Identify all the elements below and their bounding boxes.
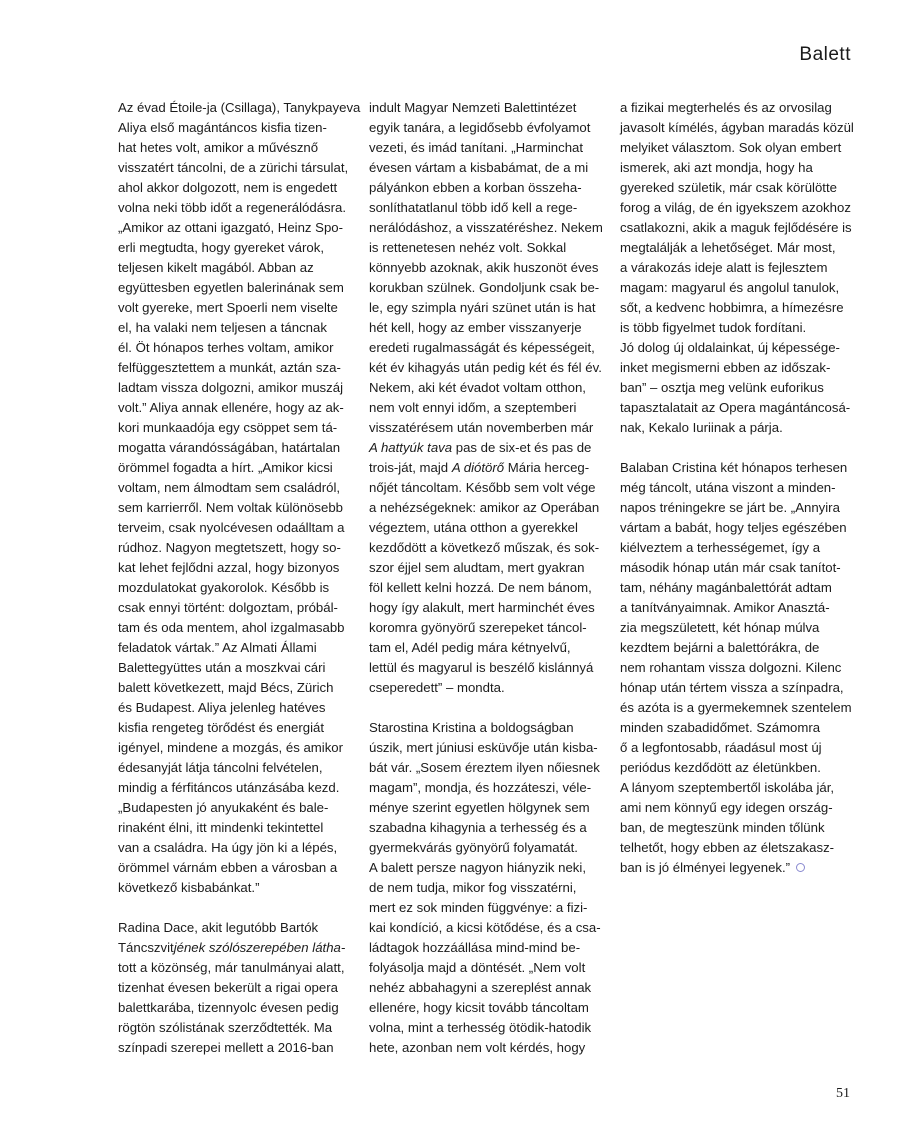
text-line — [620, 178, 856, 198]
text-line — [620, 418, 856, 438]
text-line — [620, 518, 856, 538]
text-line — [369, 338, 605, 358]
text-segment: feladatok vártak.” Az Almati Állami — [118, 640, 317, 655]
text-line — [620, 858, 856, 878]
text-line — [369, 218, 605, 238]
text-line — [369, 398, 605, 418]
text-line — [369, 358, 605, 378]
text-line — [118, 258, 354, 278]
text-segment: második hónap után már csak tanítot- — [620, 560, 841, 575]
text-segment: A balett persze nagyon hiányzik neki, — [369, 860, 586, 875]
text-line — [118, 918, 354, 938]
text-segment: Mária herceg- — [504, 460, 590, 475]
text-line — [620, 458, 856, 478]
text-line — [620, 818, 856, 838]
text-segment: ismerek, aki azt mondja, hogy ha — [620, 160, 813, 175]
text-line — [620, 538, 856, 558]
text-segment: még táncolt, utána viszont a minden- — [620, 480, 836, 495]
text-segment: forog a világ, de én igyekszem azokhoz — [620, 200, 851, 215]
text-segment: Radina Dace, akit legutóbb Bartók — [118, 920, 319, 935]
text-segment: lettül és magyarul is beszélő kislánnyá — [369, 660, 594, 675]
text-segment: Balaban Cristina két hónapos terhesen — [620, 460, 848, 475]
text-line — [369, 558, 605, 578]
text-segment: sem karrierről. Nem voltak különösebb — [118, 500, 344, 515]
text-segment: de nem tudja, mikor fog visszatérni, — [369, 880, 577, 895]
text-line — [369, 658, 605, 678]
text-column-3 — [620, 98, 856, 878]
text-line — [118, 638, 354, 658]
text-line — [118, 318, 354, 338]
text-line — [118, 458, 354, 478]
text-line — [118, 718, 354, 738]
text-line — [369, 578, 605, 598]
text-line — [620, 118, 856, 138]
text-line — [369, 418, 605, 438]
text-segment: ő a legfontosabb, ráadásul most új — [620, 740, 822, 755]
text-line — [620, 358, 856, 378]
text-segment: tam el, Adél pedig mára kétnyelvű, — [369, 640, 571, 655]
text-line — [369, 818, 605, 838]
text-segment: volna neki több időt a regenerálódásra. — [118, 200, 347, 215]
text-line — [118, 798, 354, 818]
text-line — [118, 558, 354, 578]
text-line — [620, 198, 856, 218]
text-line — [118, 978, 354, 998]
text-segment: eredeti rugalmasságát és képességeit, — [369, 340, 595, 355]
text-segment: a nehézségeknek: amikor az Operában — [369, 500, 600, 515]
text-line — [118, 418, 354, 438]
text-segment: nőjét táncoltam. Később sem volt vége — [369, 480, 596, 495]
text-segment: Jó dolog új oldalainkat, új képessége- — [620, 340, 840, 355]
text-line — [369, 298, 605, 318]
text-segment: csak ennyi történt: dolgoztam, próbál- — [118, 600, 338, 615]
text-line — [620, 758, 856, 778]
text-line — [369, 318, 605, 338]
text-line — [369, 98, 605, 118]
text-line — [620, 678, 856, 698]
text-line — [369, 718, 605, 738]
text-line — [620, 618, 856, 638]
text-line — [118, 998, 354, 1018]
text-segment: könnyebb azoknak, akik huszonöt éves — [369, 260, 599, 275]
text-line — [118, 478, 354, 498]
text-line — [620, 398, 856, 418]
text-line — [118, 838, 354, 858]
italic-title: jének szólószerepében látha- — [173, 940, 346, 955]
text-line — [118, 378, 354, 398]
text-line — [118, 198, 354, 218]
paragraph-gap — [369, 698, 605, 718]
text-line — [369, 198, 605, 218]
text-segment: ládtagok hozzáállása mind-mind be- — [369, 940, 581, 955]
text-segment: indult Magyar Nemzeti Balettintézet — [369, 100, 577, 115]
text-segment: és Budapest. Aliya jelenleg hatéves — [118, 700, 326, 715]
text-segment: gyermekvárás gyönyörű folyamatát. — [369, 840, 578, 855]
text-segment: Starostina Kristina a boldogságban — [369, 720, 574, 735]
text-line — [620, 318, 856, 338]
text-segment: korukban szülnek. Gondoljunk csak be- — [369, 280, 600, 295]
text-segment: zia megszületett, két hónap múlva — [620, 620, 820, 635]
text-segment: trois-ját, majd — [369, 460, 452, 475]
text-line — [118, 598, 354, 618]
text-line — [369, 118, 605, 138]
text-segment: kat lehet fejlődni azzal, hogy bizonyos — [118, 560, 340, 575]
text-segment: balettkarába, tizennyolc évesen pedig — [118, 1000, 339, 1015]
text-line — [620, 98, 856, 118]
text-line — [369, 538, 605, 558]
text-segment: voltam, nem álmodtam sem családról, — [118, 480, 341, 495]
text-line — [118, 358, 354, 378]
text-line — [369, 1038, 605, 1058]
text-line — [118, 858, 354, 878]
text-segment: a várakozás ideje alatt is fejlesztem — [620, 260, 828, 275]
text-segment: visszatérésem után novemberben már — [369, 420, 594, 435]
text-line — [620, 658, 856, 678]
text-segment: évesen vártam a kisbabámat, de a mi — [369, 160, 589, 175]
text-segment: folyásolja majd a döntését. „Nem volt — [369, 960, 586, 975]
text-segment: következő kisbabánkat.” — [118, 880, 260, 895]
text-line — [369, 458, 605, 478]
text-line — [369, 378, 605, 398]
text-line — [118, 938, 354, 958]
text-segment: él. Öt hónapos terhes voltam, amikor — [118, 340, 334, 355]
text-line — [369, 138, 605, 158]
text-line — [369, 278, 605, 298]
text-segment: mert ez sok minden függvénye: a fizi- — [369, 900, 588, 915]
text-segment: vártam a babát, hogy teljes egészében — [620, 520, 847, 535]
text-line — [369, 1018, 605, 1038]
text-line — [620, 138, 856, 158]
text-segment: ban is jó élményei legyenek.” — [620, 860, 791, 875]
text-line — [369, 978, 605, 998]
text-segment: balett következett, majd Bécs, Zürich — [118, 680, 334, 695]
text-segment: mindig a férfitáncos utánzásába kezd. — [118, 780, 340, 795]
text-segment: nem volt ennyi időm, a szeptemberi — [369, 400, 577, 415]
text-segment: A lányom szeptembertől iskolába jár, — [620, 780, 835, 795]
text-line — [620, 838, 856, 858]
text-segment: hónap után tértem vissza a színpadra, — [620, 680, 844, 695]
text-line — [369, 778, 605, 798]
text-segment: nem rohantam vissza dolgozni. Kilenc — [620, 660, 842, 675]
text-line — [369, 178, 605, 198]
text-segment: Táncszvit — [118, 940, 174, 955]
text-segment: felfüggesztettem a munkát, aztán sza- — [118, 360, 341, 375]
text-line — [118, 138, 354, 158]
text-line — [620, 378, 856, 398]
text-line — [369, 938, 605, 958]
text-line — [118, 278, 354, 298]
text-segment: „Budapesten jó anyukaként és bale- — [118, 800, 329, 815]
page-number: 51 — [836, 1086, 850, 1101]
text-segment: egyik tanára, a legidősebb évfolyamot — [369, 120, 591, 135]
text-line — [620, 778, 856, 798]
text-segment: visszatért táncolni, de a zürichi társulat, — [118, 160, 349, 175]
text-line — [118, 778, 354, 798]
text-segment: vezeti, és imád tanítani. „Harminchat — [369, 140, 584, 155]
text-line — [620, 478, 856, 498]
text-line — [118, 238, 354, 258]
text-segment: rinaként élni, itt mindenki tekintettel — [118, 820, 324, 835]
text-line — [620, 338, 856, 358]
text-line — [620, 738, 856, 758]
text-segment: rögtön szólistának szerződtették. Ma — [118, 1020, 333, 1035]
text-line — [118, 878, 354, 898]
text-segment: magam”, mondja, és hozzáteszi, véle- — [369, 780, 592, 795]
text-segment: van a családra. Ha úgy jön ki a lépés, — [118, 840, 338, 855]
text-line — [369, 238, 605, 258]
text-segment: magam: magyarul és angolul tanulok, — [620, 280, 840, 295]
text-line — [118, 678, 354, 698]
text-segment: színpadi szerepei mellett a 2016-ban — [118, 1040, 334, 1055]
text-segment: pályánkon ebben a korban összeha- — [369, 180, 582, 195]
text-line — [118, 98, 361, 118]
text-line — [369, 638, 605, 658]
text-line — [369, 158, 605, 178]
text-line — [369, 878, 605, 898]
italic-title: A hattyúk tava — [369, 440, 453, 455]
text-line — [369, 258, 605, 278]
text-line — [620, 298, 856, 318]
text-line — [369, 618, 605, 638]
text-segment: napos tréningekre se járt be. „Annyira — [620, 500, 840, 515]
text-segment: cseperedett” – mondta. — [369, 680, 505, 695]
text-segment: is rettenetesen nehéz volt. Sokkal — [369, 240, 567, 255]
text-segment: melyiket választom. Sok olyan embert — [620, 140, 842, 155]
text-segment: periódus kezdődött az életünkben. — [620, 760, 821, 775]
text-segment: és azóta is a gyermekemnek szentelem — [620, 700, 852, 715]
text-line — [620, 578, 856, 598]
text-segment: édesanyját látja táncolni felvételen, — [118, 760, 323, 775]
text-segment: javasolt kímélés, ágyban maradás közül — [620, 120, 854, 135]
text-line — [369, 998, 605, 1018]
paragraph-gap — [620, 438, 856, 458]
text-segment: inket megismerni ebben az időszak- — [620, 360, 831, 375]
text-segment: kezdődött a következő műszak, és sok- — [369, 540, 600, 555]
text-segment: nehéz abbahagyni a szereplést annak — [369, 980, 592, 995]
text-line — [620, 158, 856, 178]
text-line — [620, 698, 856, 718]
text-line — [369, 478, 605, 498]
text-line — [369, 858, 605, 878]
text-segment: szabadna kihagynia a terhesség és a — [369, 820, 587, 835]
text-segment: úszik, mert júniusi esküvője után kisba- — [369, 740, 598, 755]
text-segment: nak, Kekalo Iuriinak a párja. — [620, 420, 783, 435]
text-line — [118, 738, 354, 758]
text-segment: terveim, csak nyolcévesen odaálltam a — [118, 520, 345, 535]
text-line — [620, 498, 856, 518]
text-segment: ami nem könnyű egy idegen ország- — [620, 800, 833, 815]
text-segment: sőt, a kedvenc hobbimra, a hímezésre — [620, 300, 844, 315]
text-line — [118, 818, 354, 838]
text-line — [118, 218, 354, 238]
text-segment: „Amikor az ottani igazgató, Heinz Spo- — [118, 220, 344, 235]
text-line — [620, 258, 856, 278]
text-segment: kisfia rengeteg törődést és energiát — [118, 720, 324, 735]
text-segment: minden szabadidőmet. Számomra — [620, 720, 821, 735]
text-segment: el, ha valaki nem teljesen a táncnak — [118, 320, 327, 335]
text-line — [369, 958, 605, 978]
text-segment: igényel, mindene a mozgás, és amikor — [118, 740, 344, 755]
text-segment: kezdtem bejárni a balettórákra, de — [620, 640, 820, 655]
text-line — [620, 718, 856, 738]
text-segment: telhetőt, hogy ebben az életszakasz- — [620, 840, 835, 855]
text-line — [118, 298, 354, 318]
text-segment: pas de six-et és pas de — [452, 440, 592, 455]
text-segment: ban, de megteszünk minden tőlünk — [620, 820, 825, 835]
text-segment: csatlakozni, akik a maguk fejlődésére is — [620, 220, 852, 235]
text-segment: hét kell, hogy az ember visszanyerje — [369, 320, 582, 335]
text-line — [118, 338, 354, 358]
text-line — [369, 738, 605, 758]
text-segment: megtalálják a lehetőséget. Már most, — [620, 240, 836, 255]
text-line — [118, 438, 354, 458]
text-segment: tizenhat évesen bekerült a rigai opera — [118, 980, 338, 995]
paragraph-gap — [118, 898, 354, 918]
text-segment: erli megtudta, hogy gyereket várok, — [118, 240, 324, 255]
text-segment: is több figyelmet tudok fordítani. — [620, 320, 807, 335]
text-segment: tott a közönség, már tanulmányai alatt, — [118, 960, 345, 975]
text-segment: szor éjjel sem aludtam, mert gyakran — [369, 560, 585, 575]
text-segment: nerálódáshoz, a visszatéréshez. Nekem — [369, 220, 603, 235]
text-line — [369, 598, 605, 618]
text-line — [118, 758, 354, 778]
text-line — [118, 958, 354, 978]
text-segment: Az évad Étoile-ja (Csillaga), Tanykpayeva — [118, 100, 361, 115]
text-segment: örömmel várnám ebben a városban a — [118, 860, 338, 875]
text-line — [118, 658, 354, 678]
text-line — [118, 538, 354, 558]
text-segment: kori munkaadója egy csöppet sem tá- — [118, 420, 338, 435]
text-line — [118, 618, 354, 638]
text-segment: tam és oda mentem, ahol izgalmasabb — [118, 620, 345, 635]
text-segment: végeztem, utána otthon a gyerekkel — [369, 520, 578, 535]
text-segment: Nekem, aki két évadot voltam otthon, — [369, 380, 586, 395]
text-segment: Aliya első magántáncos kisfia tizen- — [118, 120, 327, 135]
text-segment: bát vár. „Sosem éreztem ilyen nőiesnek — [369, 760, 600, 775]
text-segment: sonlíthatatlanul több idő kell a rege- — [369, 200, 578, 215]
text-segment: ladtam vissza dolgozni, amikor muszáj — [118, 380, 344, 395]
text-segment: kiélveztem a terhességemet, így a — [620, 540, 821, 555]
text-line — [118, 178, 354, 198]
text-line — [620, 558, 856, 578]
text-segment: volt.” Aliya annak ellenére, hogy az ak- — [118, 400, 344, 415]
italic-title: A diótörő — [451, 460, 505, 475]
text-line — [118, 158, 354, 178]
text-line — [369, 678, 605, 698]
text-line — [369, 498, 605, 518]
text-segment: hat hetes volt, amikor a művésznő — [118, 140, 319, 155]
text-segment: hogy így alakult, mert harminchét éves — [369, 600, 595, 615]
text-segment: tapasztalatait az Opera magántáncosá- — [620, 400, 851, 415]
text-segment: rúdhoz. Nagyon megtetszett, hogy so- — [118, 540, 341, 555]
text-line — [369, 898, 605, 918]
text-line — [118, 578, 354, 598]
text-segment: volt gyereke, mert Spoerli nem viselte — [118, 300, 338, 315]
text-line — [118, 398, 354, 418]
text-line — [620, 218, 856, 238]
text-segment: föl kellett kelni hozzá. De nem bánom, — [369, 580, 592, 595]
text-line — [118, 698, 354, 718]
text-line — [620, 238, 856, 258]
text-column-1 — [118, 98, 361, 1058]
text-segment: a tanítványaimnak. Amikor Anasztá- — [620, 600, 830, 615]
text-segment: volna, mint a terhesség ötödik-hatodik — [369, 1020, 592, 1035]
text-line — [369, 518, 605, 538]
text-line — [620, 278, 856, 298]
text-segment: örömmel fogadta a hírt. „Amikor kicsi — [118, 460, 333, 475]
text-segment: együttesben egyetlen balerinának sem — [118, 280, 344, 295]
text-column-2 — [369, 98, 605, 1058]
text-line — [620, 638, 856, 658]
text-segment: ban” – osztja meg velünk euforikus — [620, 380, 824, 395]
text-line — [369, 438, 605, 458]
text-segment: ménye szerint egyetlen hölgynek sem — [369, 800, 590, 815]
text-line — [369, 758, 605, 778]
text-segment: koromra gyönyörű szerepeket táncol- — [369, 620, 587, 635]
end-of-article-icon — [796, 863, 805, 872]
text-line — [118, 118, 354, 138]
text-line — [118, 498, 354, 518]
text-line — [369, 838, 605, 858]
text-segment: tam, néhány magánbalettórát adtam — [620, 580, 832, 595]
text-line — [620, 598, 856, 618]
text-line — [118, 1018, 354, 1038]
text-segment: Balettegyüttes után a moszkvai cári — [118, 660, 326, 675]
text-segment: mogatta várandósságában, határtalan — [118, 440, 341, 455]
text-line — [369, 798, 605, 818]
text-segment: le, egy szimpla nyári szünet után is hat — [369, 300, 596, 315]
text-line — [369, 918, 605, 938]
text-line — [620, 798, 856, 818]
text-segment: hete, azonban nem volt kérdés, hogy — [369, 1040, 586, 1055]
text-segment: teljesen kikelt magából. Abban az — [118, 260, 314, 275]
text-segment: két év kihagyás után pedig két és fél év. — [369, 360, 602, 375]
text-segment: mozdulatokat gyakorolok. Később is — [118, 580, 330, 595]
text-line — [118, 1038, 354, 1058]
text-segment: gyereked születik, már csak körülötte — [620, 180, 837, 195]
text-segment: a fizikai megterhelés és az orvosilag — [620, 100, 832, 115]
text-line — [118, 518, 354, 538]
text-segment: ellenére, hogy kicsit tovább táncoltam — [369, 1000, 589, 1015]
text-segment: kai kondíció, a kicsi kötődése, és a csa- — [369, 920, 601, 935]
text-segment: ahol akkor dolgozott, nem is engedett — [118, 180, 338, 195]
section-title: Balett — [799, 44, 851, 65]
